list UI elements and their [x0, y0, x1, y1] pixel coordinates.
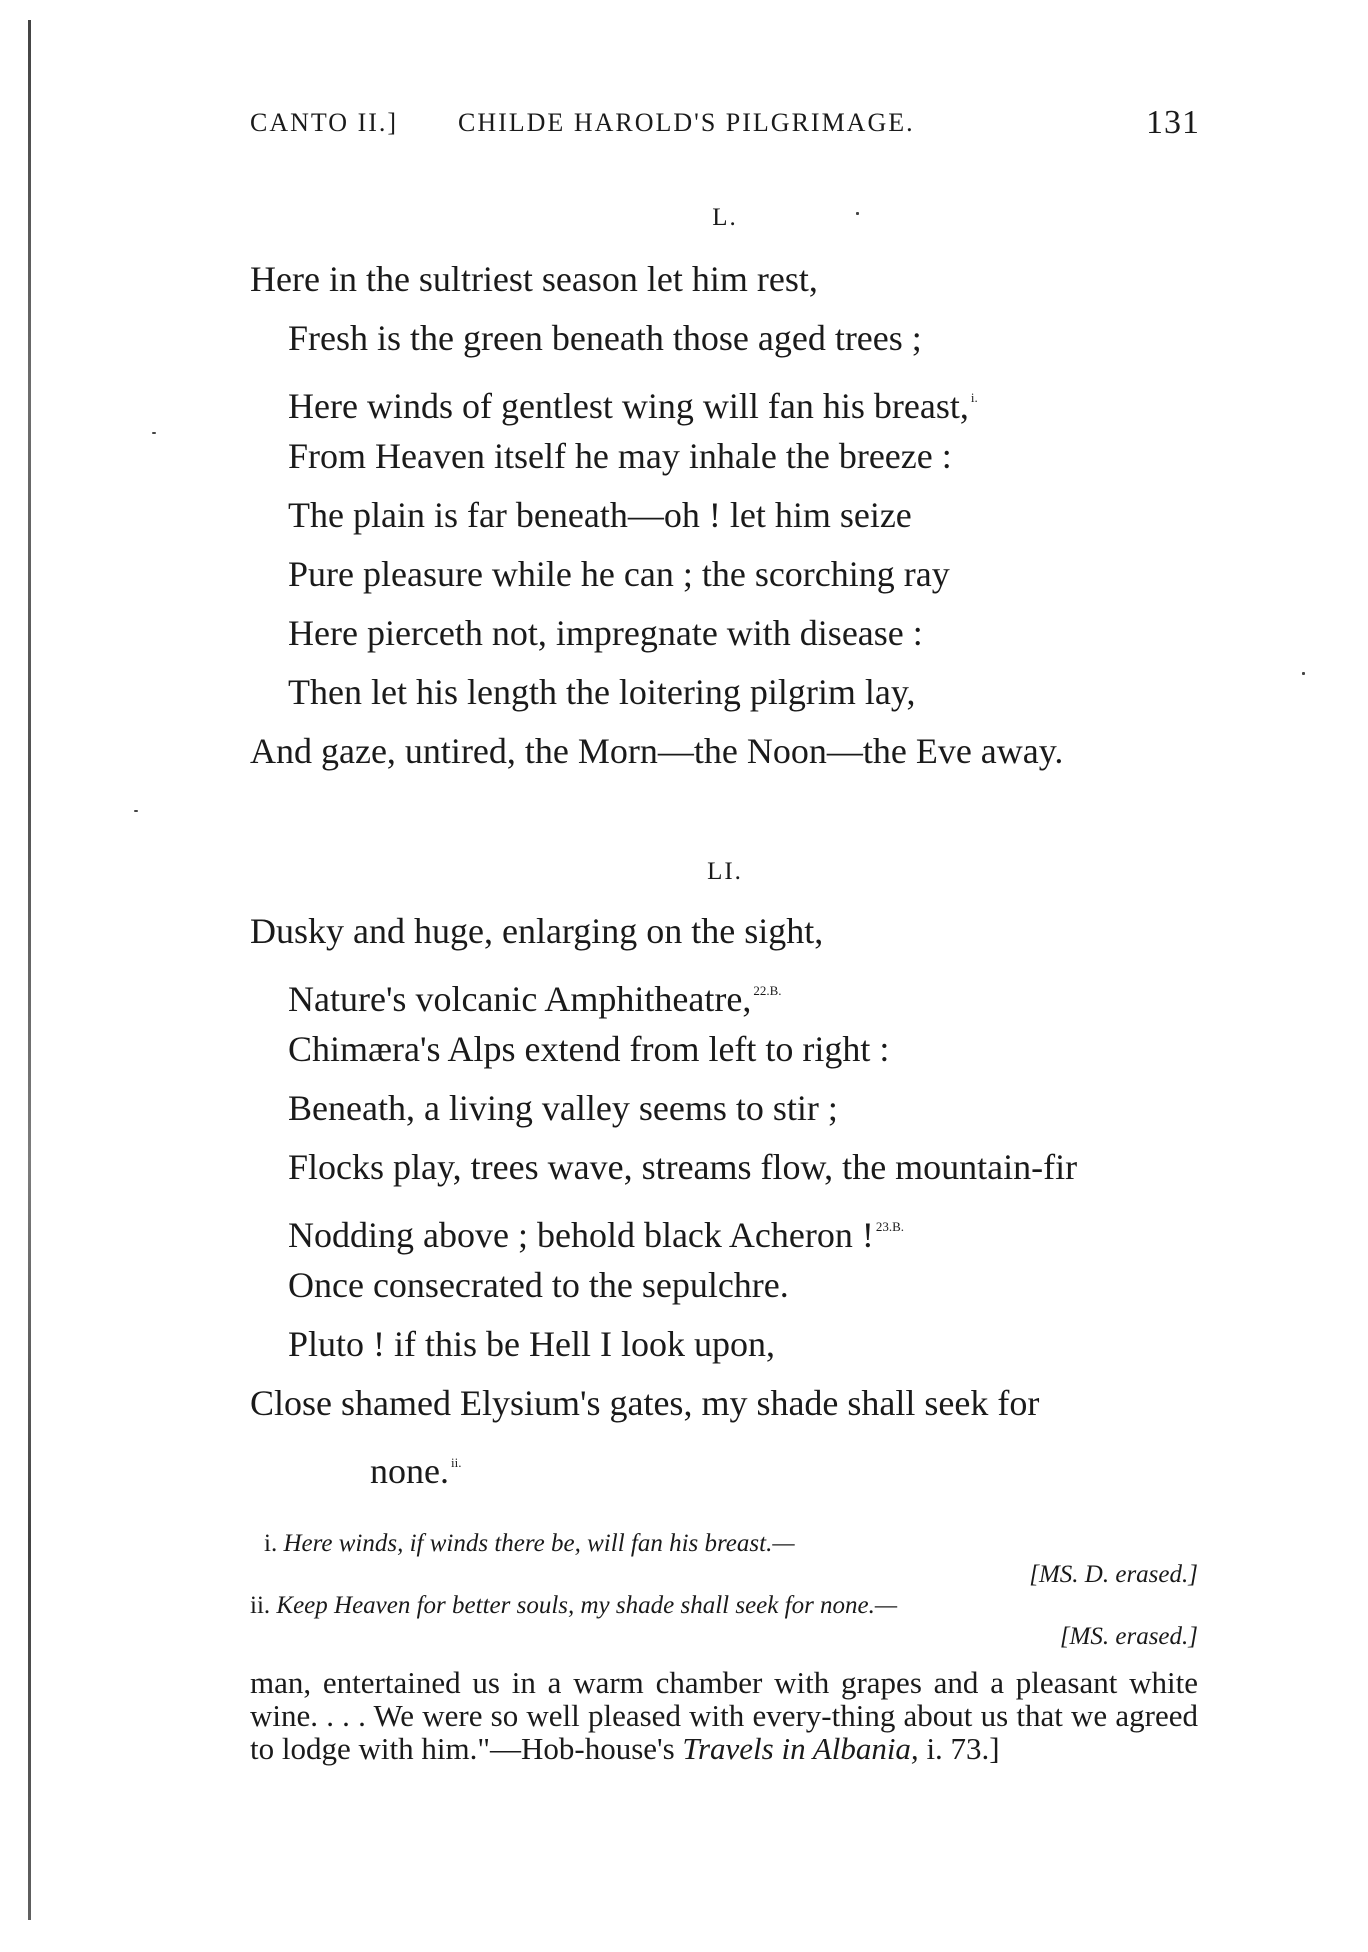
stanza-number: LI. — [707, 858, 743, 885]
note-mark: 22.B. — [753, 983, 782, 998]
verse-line: Here winds of gentlest wing will fan his breast, $^{i.}$ — [288, 386, 978, 426]
verse-line: Once consecrated to the sepulchre. — [288, 1265, 789, 1305]
verse-line: Flocks play, trees wave, streams flow, the mountain-fir — [288, 1147, 1078, 1187]
verse-line: Fresh is the green beneath those aged trees ; — [288, 318, 922, 358]
footnote-ii: ii. Keep Heaven for better souls, my shade shall seek for none.— — [250, 1592, 898, 1619]
verse-line: From Heaven itself he may inhale the breeze : — [288, 436, 952, 476]
stanza-number: L. — [712, 204, 738, 231]
book-title: CHILDE HAROLD'S PILGRIMAGE. — [458, 108, 915, 137]
scan-speck — [134, 810, 138, 812]
verse-line: Pure pleasure while he can ; the scorching ray — [288, 554, 950, 594]
note-mark: ii. — [450, 1455, 462, 1470]
verse-line: Nature's volcanic Amphitheatre, $^{22.B.}$ — [288, 979, 782, 1019]
verse-line: none. $^{ii.}$ — [370, 1451, 462, 1491]
note-mark: i. — [970, 390, 978, 405]
verse-line: Close shamed Elysium's gates, my shade shall seek for — [250, 1383, 1040, 1423]
verse-line: Here pierceth not, impregnate with disease : — [288, 613, 923, 653]
verse-line: Here in the sultriest season let him rest, — [250, 259, 818, 299]
verse-line: Dusky and huge, enlarging on the sight, — [250, 911, 824, 951]
footnote-source: [MS. D. erased.] — [1029, 1561, 1198, 1588]
scan-speck — [1302, 672, 1305, 675]
verse-line: Then let his length the loitering pilgrim lay, — [288, 672, 916, 712]
footnotes — [250, 1528, 1198, 1652]
verse-line: Chimæra's Alps extend from left to right : — [288, 1029, 890, 1069]
binding-edge — [28, 20, 31, 1920]
stanza-LI — [250, 902, 1077, 1492]
canto-label: CANTO II.] — [250, 108, 399, 137]
note-mark: 23.B. — [875, 1219, 905, 1234]
verse-line: The plain is far beneath—oh ! let him seize — [288, 495, 912, 535]
page-number: 131 — [1146, 104, 1200, 141]
footnote-source: [MS. erased.] — [1059, 1623, 1198, 1650]
prose-note: man, entertained us in a warm chamber with grapes and a pleasant white wine. . . . We were so well pleased with every-thing about us that we agreed to lodge with him."—Hob-house's Travels in Albania, i. 73.] — [250, 1665, 1198, 1766]
verse-line: And gaze, untired, the Morn—the Noon—the Eve away. — [250, 731, 1064, 771]
verse-line: Beneath, a living valley seems to stir ; — [288, 1088, 838, 1128]
stanza-L — [250, 250, 1063, 781]
running-head — [250, 104, 1200, 148]
scan-speck — [152, 432, 156, 434]
verse-line: Nodding above ; behold black Acheron ! $^{23.B.}$ — [288, 1215, 905, 1255]
footnote-i: i. Here winds, if winds there be, will fan his breast.— — [264, 1530, 795, 1557]
verse-line: Pluto ! if this be Hell I look upon, — [288, 1324, 775, 1364]
